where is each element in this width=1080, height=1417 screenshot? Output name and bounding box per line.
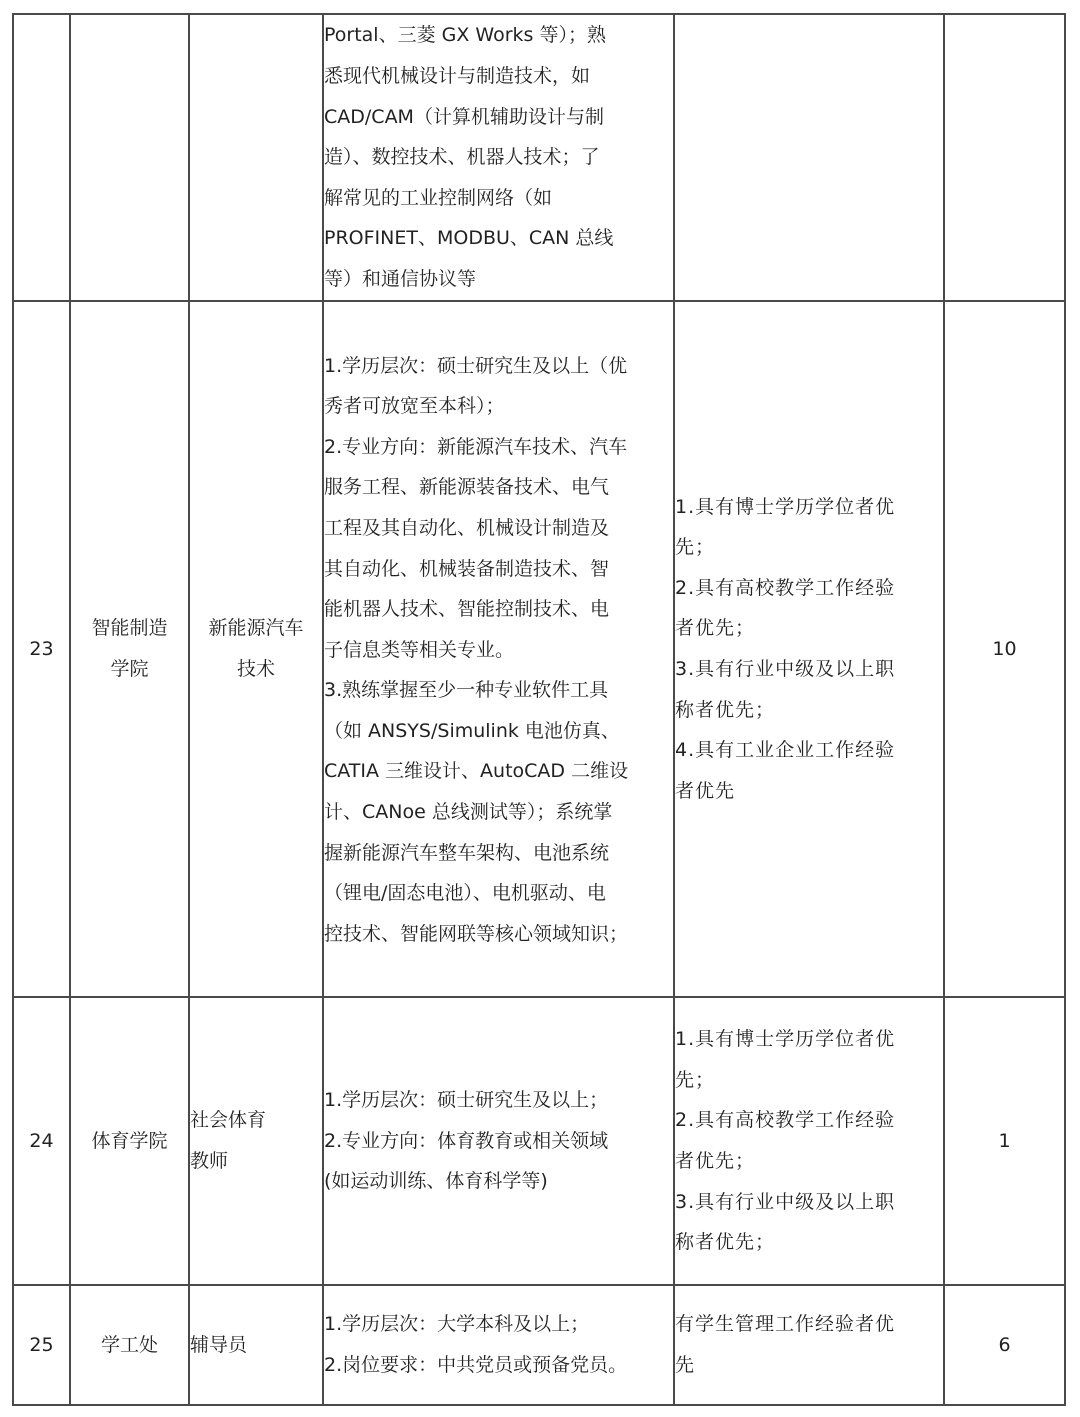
requirements-line: PROFINET、MODBU、CAN 总线 [324,227,614,250]
row-number-cell: 24 [13,997,70,1285]
headcount-cell: 6 [944,1285,1065,1405]
row-number-cell [13,14,70,301]
requirements-line: 1.学历层次：大学本科及以上； [324,1313,590,1336]
headcount-cell: 1 [944,997,1065,1285]
preferences-line: 者优先 [675,779,736,802]
requirements-line: 等）和通信协议等 [324,267,477,290]
requirements-cell [323,1285,674,1405]
requirements-line: 3.熟练掌握至少一种专业软件工具 [324,679,609,702]
requirements-line: CAD/CAM（计算机辅助设计与制 [324,105,604,128]
requirements-cell [323,14,674,301]
table-row [13,1285,1065,1405]
requirements-line: 其自动化、机械装备制造技术、智 [324,557,610,580]
position-line: 新能源汽车 [208,617,304,640]
preferences-line: 者优先； [675,1150,756,1172]
position-line: 技术 [236,658,275,680]
requirements-line: (如运动训练、体育科学等) [324,1170,548,1193]
position-cell [189,301,323,997]
preferences-line: 先； [675,1068,716,1091]
requirements-line: （锂电/固态电池）、电机驱动、电 [324,882,606,905]
requirements-line: 造）、数控技术、机器人技术；了 [324,146,600,169]
department-cell [70,1285,189,1405]
position-line: 社会体育 [190,1109,267,1132]
requirements-line: 能机器人技术、智能控制技术、电 [324,598,610,621]
requirements-line: 工程及其自动化、机械设计制造及 [324,516,610,539]
headcount-cell: 10 [944,301,1065,997]
preferences-line: 3.具有行业中级及以上职 [675,1190,896,1213]
requirements-cell [323,997,674,1285]
preferences-line: 先； [675,536,716,559]
preferences-cell [674,997,944,1285]
department-line: 学工处 [100,1333,158,1356]
preferences-line: 称者优先； [675,1231,776,1254]
department-line: 智能制造 [91,617,168,640]
position-cell [189,14,323,301]
department-line: 学院 [110,658,149,680]
requirements-line: 子信息类等相关专业。 [324,638,515,661]
department-cell [70,14,189,301]
row-number-cell: 23 [13,301,70,997]
preferences-line: 称者优先； [675,698,776,721]
preferences-cell [674,301,944,997]
department-cell [70,997,189,1285]
department-cell [70,301,189,997]
position-line: 教师 [190,1150,229,1172]
requirements-line: 秀者可放宽至本科）； [324,395,505,418]
requirements-line: 悉现代机械设计与制造技术，如 [324,65,591,88]
table-row [13,301,1065,997]
requirements-line: 计、CANoe 总线测试等）；系统掌 [324,801,613,824]
requirements-line: 2.岗位要求：中共党员或预备党员。 [324,1354,628,1376]
requirements-line: （如 ANSYS/Simulink 电池仿真、 [324,719,620,742]
requirements-line: 2.专业方向：体育教育或相关领域 [324,1129,609,1152]
row-number-cell: 25 [13,1285,70,1405]
preferences-line: 者优先； [675,617,756,640]
preferences-line: 有学生管理工作经验者优 [675,1313,896,1336]
requirements-line: 2.专业方向：新能源汽车技术、汽车 [324,435,628,458]
requirements-line: CATIA 三维设计、AutoCAD 二维设 [324,760,629,783]
preferences-line: 2.具有高校教学工作经验 [675,576,896,599]
requirements-line: 1.学历层次：硕士研究生及以上（优 [324,354,628,377]
requirements-line: 解常见的工业控制网络（如 [324,186,553,209]
position-cell [189,1285,323,1405]
preferences-line: 2.具有高校教学工作经验 [675,1109,896,1132]
requirements-line: 1.学历层次：硕士研究生及以上； [324,1089,609,1112]
requirements-line: 控技术、智能网联等核心领域知识； [324,922,629,945]
position-line: 辅导员 [190,1333,248,1356]
preferences-line: 3.具有行业中级及以上职 [675,658,896,680]
position-cell [189,997,323,1285]
preferences-line: 1.具有博士学历学位者优 [675,495,896,518]
department-line: 体育学院 [91,1129,168,1152]
recruitment-table [12,13,1066,1406]
preferences-line: 4.具有工业企业工作经验 [675,739,896,762]
requirements-cell [323,301,674,997]
table-row [13,14,1065,301]
preferences-line: 先 [675,1354,696,1376]
requirements-line: 握新能源汽车整车架构、电池系统 [324,841,610,864]
preferences-cell [674,14,944,301]
preferences-cell [674,1285,944,1405]
requirements-line: 服务工程、新能源装备技术、电气 [324,476,610,499]
table-row [13,997,1065,1285]
requirements-line: Portal、三菱 GX Works 等）；熟 [324,24,606,47]
preferences-line: 1.具有博士学历学位者优 [675,1028,896,1051]
headcount-cell [944,14,1065,301]
